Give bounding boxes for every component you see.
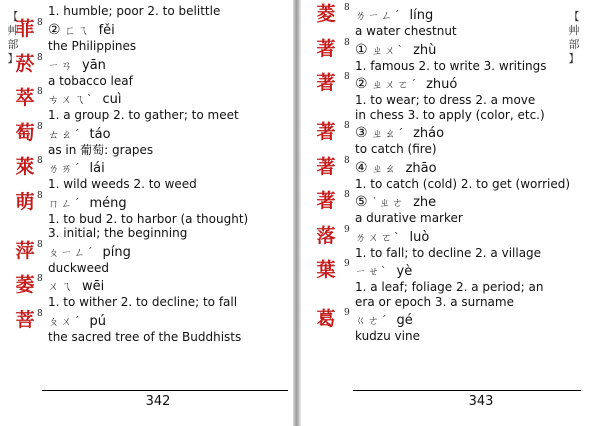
entry-headword-row <box>316 308 587 330</box>
footer-rule <box>42 390 288 391</box>
entry-headword-row <box>316 224 587 247</box>
definition-line: a durative marker <box>355 211 463 225</box>
pronunciation-line <box>355 75 457 93</box>
headword-character: 萌 <box>15 190 35 213</box>
pinyin-reading: táo <box>89 126 111 142</box>
stroke-count: 8 <box>37 18 43 28</box>
zhuyin-reading: ㄍㄜˊ <box>355 314 389 327</box>
dictionary-entry <box>316 190 587 226</box>
stroke-count: 8 <box>344 72 350 82</box>
entry-headword-row <box>316 3 587 25</box>
definition-line: the Philippines <box>48 39 137 53</box>
headword-character: 萃 <box>15 87 35 109</box>
definition-line: 3. initial; the beginning <box>48 226 188 240</box>
entry-headword-row <box>316 72 587 94</box>
dictionary-entry <box>15 308 290 345</box>
dictionary-entry <box>15 87 290 123</box>
dictionary-entry <box>316 224 587 261</box>
pinyin-reading: zhuó <box>426 77 458 92</box>
headword-character: 落 <box>316 224 336 247</box>
pronunciation-line <box>48 277 104 295</box>
tab-char: 【 <box>7 10 19 23</box>
stroke-count: 8 <box>37 308 43 319</box>
zhuyin-reading: ㄓㄠ <box>371 161 398 175</box>
pronunciation-line <box>355 311 413 329</box>
stroke-count: 8 <box>37 87 43 97</box>
pronunciation-line <box>48 21 115 39</box>
definition-line: 1. to catch (cold) 2. to get (worried) <box>355 176 571 191</box>
pinyin-reading: pú <box>89 313 106 329</box>
dictionary-entry <box>316 37 587 74</box>
stroke-count: 8 <box>37 121 43 132</box>
page-number: 343 <box>468 394 494 409</box>
definition-line: 1. to wither 2. to decline; to fall <box>48 295 238 309</box>
stroke-count: 8 <box>344 3 350 13</box>
pinyin-reading: yè <box>396 264 413 279</box>
zhuyin-reading: ㄆㄨˊ <box>48 314 82 328</box>
entry-headword-row <box>316 37 587 60</box>
dictionary-entry <box>316 155 587 192</box>
stroke-count: 8 <box>37 156 43 166</box>
tab-char: 艸 <box>568 24 580 37</box>
tab-char: 艸 <box>7 24 19 37</box>
continued-definition: 1. humble; poor 2. to belittle <box>48 4 221 18</box>
headword-character: 葛 <box>316 308 336 330</box>
zhuyin-reading: ㄊㄠˊ <box>48 127 82 141</box>
headword-character: 萊 <box>15 156 35 178</box>
pronunciation-line <box>48 125 111 143</box>
definition-line: 1. to bud 2. to harbor (a thought) <box>48 211 249 226</box>
definition-line: kudzu vine <box>355 329 420 343</box>
definition-line: in chess 3. to apply (color, etc.) <box>355 107 545 122</box>
stroke-count: 9 <box>344 308 350 318</box>
definition-line: 1. a leaf; foliage 2. a period; an <box>355 280 544 294</box>
stroke-count: 8 <box>37 239 43 250</box>
pinyin-reading: gé <box>396 313 413 328</box>
pronunciation-line <box>355 262 412 280</box>
reading-number: ⑤ <box>355 194 368 210</box>
zhuyin-reading: ㄧㄢ <box>48 58 74 72</box>
pinyin-reading: zhù <box>413 42 437 58</box>
definition-line: 1. to fall; to decline 2. a village <box>355 245 542 260</box>
dictionary-entry <box>15 239 290 276</box>
left-page <box>0 0 293 426</box>
dictionary-entry <box>316 259 587 309</box>
reading-number: ④ <box>355 159 368 176</box>
stroke-count: 9 <box>344 259 350 269</box>
tab-char: 部 <box>568 38 580 51</box>
dictionary-entry <box>15 121 290 158</box>
zhuyin-reading: ㄓㄠˊ <box>371 127 406 140</box>
pronunciation-line <box>355 228 429 246</box>
definition-line: a tobacco leaf <box>48 73 133 88</box>
zhuyin-reading: ㄌㄞˊ <box>48 162 82 175</box>
definition-line: 1. a group 2. to gather; to meet <box>48 108 239 122</box>
headword-character: 菸 <box>15 52 35 75</box>
entry-headword-row <box>15 87 290 109</box>
headword-character: 萄 <box>15 121 35 144</box>
headword-character: 著 <box>316 155 336 178</box>
pinyin-reading: líng <box>409 8 434 23</box>
stroke-count: 8 <box>344 121 350 131</box>
entry-headword-row <box>15 190 290 213</box>
reading-number: ③ <box>355 125 368 141</box>
zhuyin-reading: ㄌㄧㄥˊ <box>355 9 402 22</box>
definition-line: to catch (fire) <box>355 142 437 156</box>
zhuyin-reading: ㄓㄨㄛˊ <box>371 78 419 91</box>
definition-line: 1. famous 2. to write 3. writings <box>355 58 547 73</box>
dictionary-entry <box>316 121 587 157</box>
headword-character: 著 <box>316 37 336 60</box>
dictionary-entry <box>316 3 587 39</box>
pronunciation-line <box>48 56 106 74</box>
pinyin-reading: méng <box>89 195 127 211</box>
pronunciation-line <box>355 193 436 211</box>
entry-headword-row <box>316 155 587 178</box>
footer-rule <box>353 390 581 391</box>
zhuyin-reading: ㄘㄨㄟˋ <box>48 93 95 106</box>
headword-character: 著 <box>316 121 336 143</box>
pinyin-reading: lái <box>89 161 105 176</box>
page-number: 342 <box>145 394 171 409</box>
stroke-count: 9 <box>344 224 350 235</box>
stroke-count: 8 <box>37 190 43 201</box>
pronunciation-line <box>355 41 436 59</box>
definition-line: as in 葡萄: grapes <box>48 142 154 157</box>
dictionary-entry <box>15 18 290 54</box>
entry-headword-row <box>15 121 290 144</box>
zhuyin-reading: ㄧㄝˋ <box>355 265 389 278</box>
pronunciation-line <box>48 312 106 330</box>
definition-line: era or epoch 3. a surname <box>355 294 514 309</box>
dictionary-entry <box>15 156 290 192</box>
pronunciation-line <box>48 243 131 261</box>
pinyin-reading: wēi <box>82 279 105 294</box>
tab-char: 】 <box>568 52 580 65</box>
pronunciation-line <box>355 159 437 177</box>
dictionary-entry <box>15 190 290 241</box>
headword-character: 菩 <box>15 308 35 331</box>
definition-line: 1. to wear; to dress 2. a move <box>355 93 536 107</box>
zhuyin-reading: ㄨㄟ <box>48 280 74 293</box>
definition-line: 1. wild weeds 2. to weed <box>48 177 197 191</box>
headword-character: 萍 <box>15 239 35 262</box>
pinyin-reading: yān <box>82 57 106 73</box>
headword-character: 萎 <box>15 274 35 296</box>
entry-headword-row <box>15 239 290 262</box>
tab-char: 部 <box>7 38 19 51</box>
entry-headword-row <box>15 18 290 40</box>
stroke-count: 8 <box>37 52 43 63</box>
pinyin-reading: luò <box>409 229 430 245</box>
reading-number: ② <box>48 22 61 38</box>
pronunciation-line <box>48 194 127 212</box>
zhuyin-reading: ㄌㄨㄛˋ <box>355 230 402 244</box>
stroke-count: 8 <box>37 274 43 284</box>
zhuyin-reading: ㄓㄨˋ <box>371 43 406 57</box>
stroke-count: 8 <box>344 37 350 48</box>
headword-character: 菲 <box>15 18 35 40</box>
entry-list-left <box>15 4 290 344</box>
pinyin-reading: zhe <box>413 195 437 210</box>
entry-headword-row <box>15 156 290 178</box>
reading-number: ① <box>355 41 368 58</box>
entry-headword-row <box>15 52 290 75</box>
pinyin-reading: fěi <box>98 23 115 38</box>
headword-character: 著 <box>316 190 336 212</box>
entry-headword-row <box>15 274 290 296</box>
book-gutter <box>293 0 301 426</box>
headword-character: 葉 <box>316 259 336 281</box>
entry-headword-row <box>316 121 587 143</box>
entry-headword-row <box>15 308 290 331</box>
entry-headword-row <box>316 190 587 212</box>
definition-line: duckweed <box>48 260 109 275</box>
dictionary-entry <box>316 72 587 122</box>
entry-list-right <box>316 3 587 344</box>
zhuyin-reading: ㄇㄥˊ <box>48 196 82 210</box>
zhuyin-reading: ㄈㄟ <box>64 24 91 37</box>
dictionary-entry <box>15 52 290 89</box>
tab-char: 】 <box>7 52 19 65</box>
definition-line: the sacred tree of the Buddhists <box>48 329 242 344</box>
pronunciation-line <box>355 6 433 24</box>
reading-number: ② <box>355 76 368 92</box>
pronunciation-line <box>355 124 444 142</box>
pinyin-reading: píng <box>102 244 131 260</box>
headword-character: 菱 <box>316 3 336 25</box>
pinyin-reading: zhāo <box>405 160 437 176</box>
dictionary-entry <box>316 308 587 344</box>
pinyin-reading: cuì <box>102 92 122 107</box>
tab-char: 【 <box>568 10 580 23</box>
definition-line: a water chestnut <box>355 24 457 38</box>
pronunciation-line <box>48 159 105 177</box>
headword-character: 著 <box>316 72 336 94</box>
entry-headword-row <box>316 259 587 281</box>
pinyin-reading: zháo <box>413 126 445 141</box>
dictionary-entry <box>15 274 290 310</box>
zhuyin-reading: ˙ㄓㄜ <box>371 196 406 209</box>
zhuyin-reading: ㄆㄧㄥˊ <box>48 245 95 259</box>
pronunciation-line <box>48 90 122 108</box>
stroke-count: 8 <box>344 155 350 166</box>
right-page <box>301 0 594 426</box>
stroke-count: 8 <box>344 190 350 200</box>
